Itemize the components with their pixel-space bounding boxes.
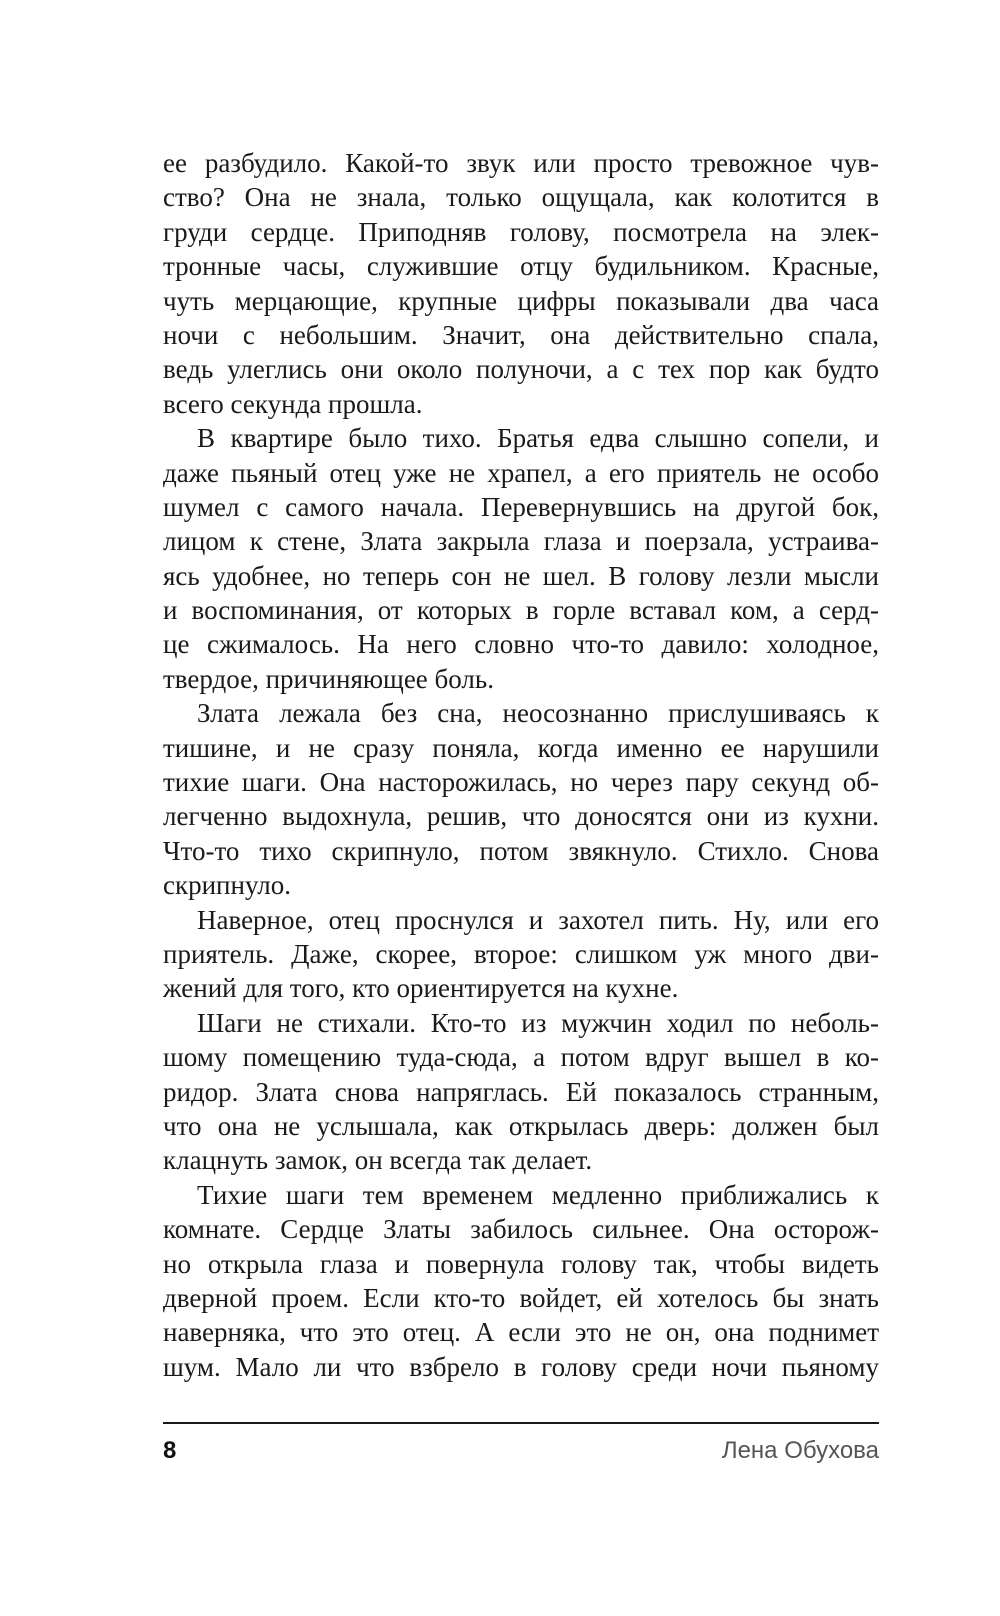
text-line: наверняка, что это отец. А если это не он, она поднимет — [163, 1317, 879, 1348]
paragraph — [163, 903, 879, 1006]
text-line: всего секунда прошла. — [163, 388, 423, 419]
footer-divider — [163, 1422, 879, 1424]
text-line: приятель. Даже, скорее, второе: слишком уж много дви- — [163, 938, 879, 969]
paragraph — [163, 146, 879, 421]
paragraph — [163, 696, 879, 902]
text-line: Злата лежала без сна, неосознанно прислушиваясь к — [197, 698, 879, 729]
text-line: шому помещению туда-сюда, а потом вдруг вышел в ко- — [163, 1042, 879, 1073]
text-line: ведь улеглись они около полуночи, а с тех пор как будто — [163, 354, 879, 385]
text-line: це сжималось. На него словно что-то давило: холодное, — [163, 629, 879, 660]
paragraph — [163, 1178, 879, 1384]
text-line: Шаги не стихали. Кто-то из мужчин ходил по неболь- — [197, 1007, 879, 1038]
text-line: Наверное, отец проснулся и захотел пить. Ну, или его — [197, 904, 879, 935]
text-line: тишине, и не сразу поняла, когда именно ее нарушили — [163, 732, 879, 763]
text-line: ство? Она не знала, только ощущала, как колотится в — [163, 182, 879, 213]
page-number: 8 — [163, 1437, 177, 1464]
text-line: клацнуть замок, он всегда так делает. — [163, 1145, 593, 1176]
text-line: чуть мерцающие, крупные цифры показывали два часа — [163, 285, 879, 316]
text-line: и воспоминания, от которых в горле вставал ком, а серд- — [163, 595, 879, 626]
text-line: ночи с небольшим. Значит, она действительно спала, — [163, 319, 879, 350]
text-line: что она не услышала, как открылась дверь: должен был — [163, 1110, 879, 1141]
text-line: дверной проем. Если кто-то войдет, ей хотелось бы знать — [163, 1282, 879, 1313]
text-line: груди сердце. Приподняв голову, посмотрела на элек- — [163, 216, 879, 247]
text-line: шум. Мало ли что взбрело в голову среди ночи пьяному — [163, 1351, 879, 1382]
text-line: Тихие шаги тем временем медленно приближались к — [197, 1179, 879, 1210]
text-line: ее разбудило. Какой-то звук или просто тревожное чув- — [163, 148, 879, 178]
text-line: комнате. Сердце Златы забилось сильнее. Она осторож- — [163, 1214, 879, 1245]
text-line: В квартире было тихо. Братья едва слышно сопели, и — [197, 423, 879, 454]
text-line: тихие шаги. Она насторожилась, но через пару секунд об- — [163, 767, 879, 798]
text-line: даже пьяный отец уже не храпел, а его приятель не особо — [163, 457, 879, 488]
text-line: легченно выдохнула, решив, что доносятся они из кухни. — [163, 801, 879, 832]
text-line: Что-то тихо скрипнуло, потом звякнуло. Стихло. Снова — [163, 835, 879, 866]
text-line: жений для того, кто ориентируется на кухне. — [163, 973, 679, 1004]
running-footer-author: Лена Обухова — [721, 1437, 879, 1464]
text-line: шумел с самого начала. Перевернувшись на другой бок, — [163, 491, 879, 522]
page-body-text — [163, 146, 879, 1384]
text-line: но открыла глаза и повернула голову так, чтобы видеть — [163, 1248, 879, 1279]
text-line: лицом к стене, Злата закрыла глаза и поерзала, устраива- — [163, 526, 879, 557]
paragraph — [163, 1006, 879, 1178]
text-line: тронные часы, служившие отцу будильником. Красные, — [163, 251, 879, 282]
text-line: скрипнуло. — [163, 870, 291, 901]
text-line: ридор. Злата снова напряглась. Ей показалось странным, — [163, 1076, 879, 1107]
text-line: твердое, причиняющее боль. — [163, 663, 494, 694]
text-line: ясь удобнее, но теперь сон не шел. В голову лезли мысли — [163, 560, 879, 591]
paragraph — [163, 421, 879, 696]
